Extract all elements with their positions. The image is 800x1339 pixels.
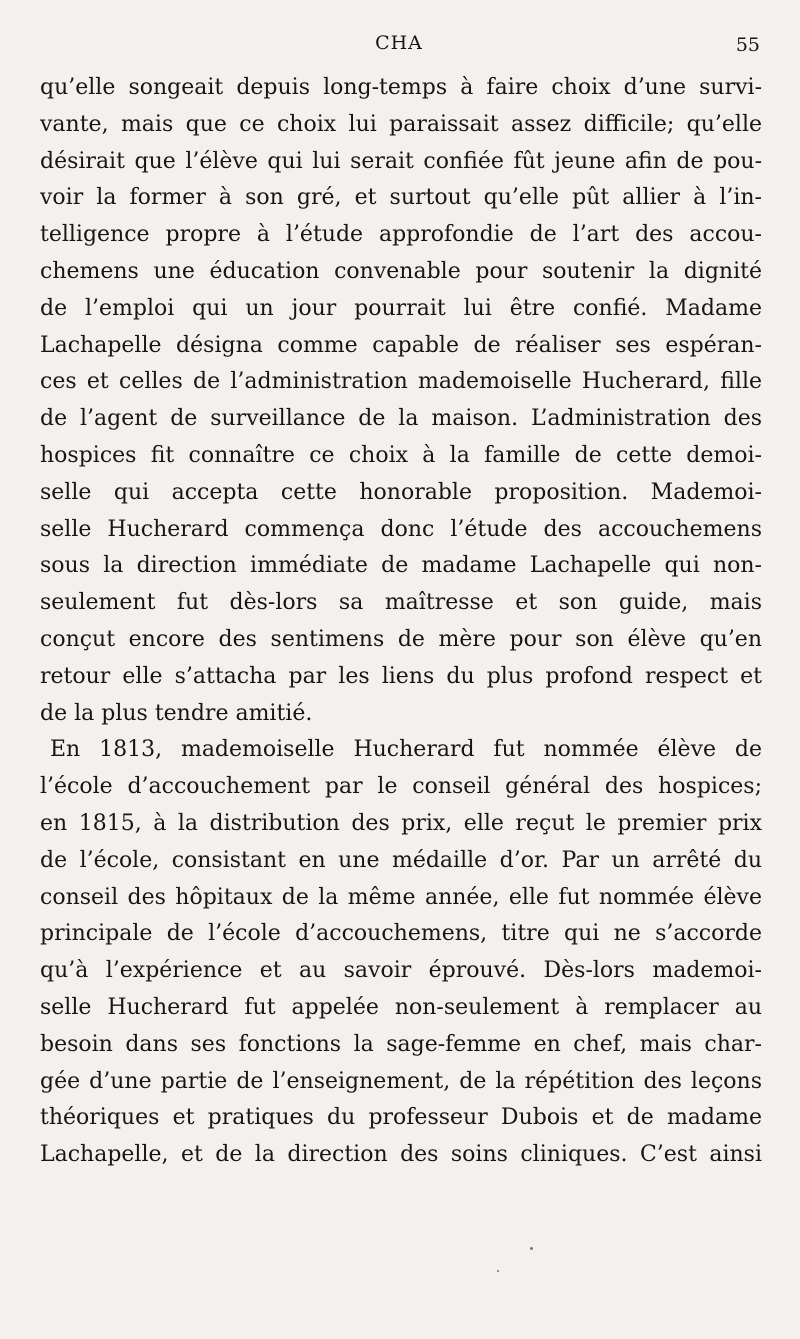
text-line: voir la former à son gré, et surtout qu’elle pût allier à l’in-: [40, 185, 762, 211]
text-line: de l’agent de surveillance de la maison. L’administration des: [40, 406, 762, 432]
paper-speck: [497, 1270, 499, 1272]
text-line: en 1815, à la distribution des prix, elle reçut le premier prix: [40, 810, 762, 836]
text-line: vante, mais que ce choix lui paraissait assez difficile; qu’elle: [40, 111, 762, 137]
text-line: selle Hucherard commença donc l’étude des accouchemens: [40, 516, 762, 542]
text-line: seulement fut dès-lors sa maîtresse et son guide, mais: [40, 590, 762, 616]
text-line: conçut encore des sentimens de mère pour son élève qu’en: [40, 626, 762, 652]
text-line: l’école d’accouchement par le conseil général des hospices;: [40, 774, 762, 800]
text-line: de l’école, consistant en une médaille d’or. Par un arrêté du: [40, 847, 762, 873]
text-line: telligence propre à l’étude approfondie de l’art des accou-: [40, 222, 762, 248]
text-line: selle qui accepta cette honorable proposition. Mademoi-: [40, 479, 762, 505]
paragraph-end-line: de la plus tendre amitié.: [40, 700, 313, 726]
text-line: désirait que l’élève qui lui serait confiée fût jeune afin de pou-: [40, 148, 762, 174]
text-line: chemens une éducation convenable pour soutenir la dignité: [40, 258, 762, 284]
text-line: selle Hucherard fut appelée non-seulement à remplacer au: [40, 994, 762, 1020]
text-line: Lachapelle, et de la direction des soins cliniques. C’est ainsi: [40, 1142, 762, 1168]
paper-speck: [530, 1247, 533, 1250]
page-number: 55: [735, 34, 760, 56]
running-title: CHA: [375, 32, 423, 54]
text-line: gée d’une partie de l’enseignement, de la répétition des leçons: [40, 1068, 762, 1094]
text-line: théoriques et pratiques du professeur Dubois et de madame: [40, 1105, 762, 1131]
paragraph-start-line: En 1813, mademoiselle Hucherard fut nommée élève de: [50, 737, 762, 763]
text-line: qu’elle songeait depuis long-temps à faire choix d’une survi-: [40, 75, 762, 100]
text-line: hospices fit connaître ce choix à la famille de cette demoi-: [40, 442, 762, 468]
text-line: Lachapelle désigna comme capable de réaliser ses espéran-: [40, 332, 762, 358]
body-text: [40, 70, 762, 1174]
text-line: ces et celles de l’administration mademoiselle Hucherard, fille: [40, 369, 762, 395]
text-line: principale de l’école d’accouchemens, titre qui ne s’accorde: [40, 921, 762, 947]
text-line: sous la direction immédiate de madame Lachapelle qui non-: [40, 553, 762, 579]
text-line: retour elle s’attacha par les liens du plus profond respect et: [40, 663, 762, 689]
text-line: qu’à l’expérience et au savoir éprouvé. Dès-lors mademoi-: [40, 958, 762, 984]
text-line: besoin dans ses fonctions la sage-femme en chef, mais char-: [40, 1031, 762, 1057]
text-line: de l’emploi qui un jour pourrait lui être confié. Madame: [40, 295, 762, 321]
text-line: conseil des hôpitaux de la même année, elle fut nommée élève: [40, 884, 762, 910]
running-head: [38, 30, 760, 60]
